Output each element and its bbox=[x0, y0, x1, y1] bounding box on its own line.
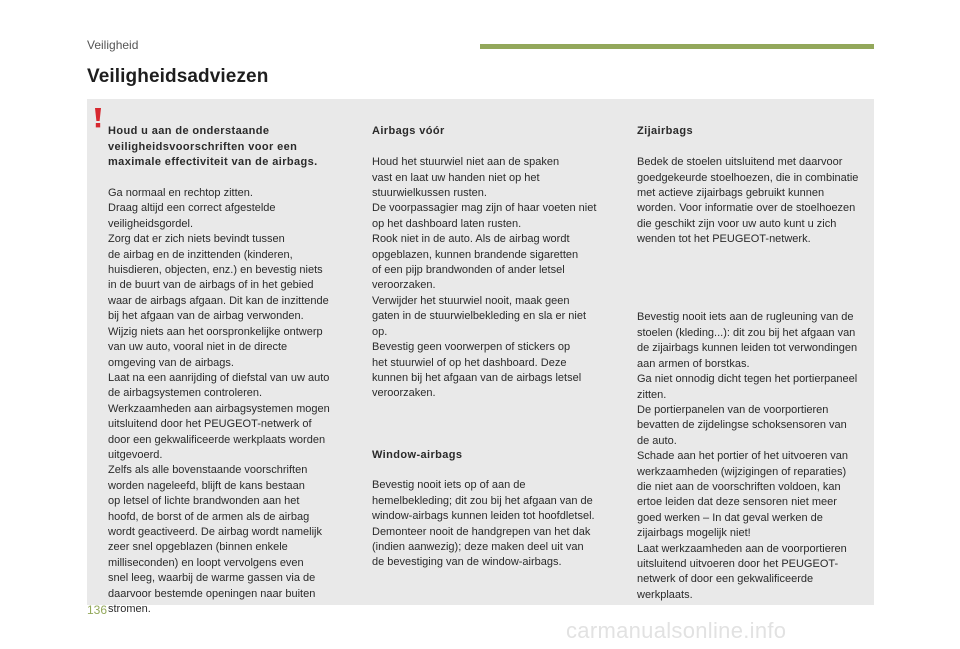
spacer bbox=[637, 263, 865, 295]
column-general-advice bbox=[108, 109, 360, 633]
spacer bbox=[372, 417, 617, 432]
window-airbags-text: Bevestig nooit iets op of aan de hemelbekleding; dit zou bij het afgaan van de window-airbags kunnen leiden tot hoofdletsel. Demonteer nooit de handgrepen van het dak (indien aanwezig); deze maken deel uit van de bevestiging van de window-airbags. bbox=[372, 479, 595, 569]
page-title: Veiligheidsadviezen bbox=[87, 66, 269, 87]
header-accent-bar bbox=[480, 44, 874, 49]
window-airbags-heading: Window-airbags bbox=[372, 448, 463, 461]
side-airbags-text-2: Bevestig nooit iets aan de rugleuning van de stoelen (kleding...): dit zou bij het afgaan van de zijairbags kunnen leiden tot verwondingen aan armen of borstkas. Ga niet onnodig dicht tegen het portierpaneel zitten. De portierpanelen van de voorportieren bevatten de zijdelingse schoksensoren van de auto. Schade aan het portier of het uitvoeren van werkzaamheden (wijzigingen of reparaties) die niet aan de voorschriften voldoen, kan ertoe leiden dat deze sensoren niet meer goed werken – In dat geval werken de zijairbags mogelijk niet! Laat werkzaamheden aan de voorportieren uitsluitend uitvoeren door het PEUGEOT- netwerk of door een gekwalificeerde werkplaats. bbox=[637, 311, 858, 601]
general-advice-heading: Houd u aan de onderstaande veiligheidsvoorschriften voor een maximale effectiviteit van de airbags. bbox=[108, 125, 318, 169]
exclamation-mark-icon bbox=[91, 108, 105, 128]
general-advice-text: Ga normaal en rechtop zitten. Draag altijd een correct afgestelde veiligheidsgordel. Zorg dat er zich niets bevindt tussen de airbag en de inzittenden (kinderen, huisdieren, objecten, enz.) en bevestig niets in de buurt van de airbags of in het gebied waar de airbags afgaan. Dit kan de inzittende bij het afgaan van de airbag verwonden. Wijzig niets aan het oorspronkelijke ontwerp van uw auto, vooral niet in de directe omgeving van de airbags. Laat na een aanrijding of diefstal van uw auto de airbagsystemen controleren. Werkzaamheden aan airbagsystemen mogen uitsluitend door het PEUGEOT-netwerk of door een gekwalificeerde werkplaats worden uitgevoerd. Zelfs als alle bovenstaande voorschriften worden nageleefd, blijft de kans bestaan op letsel of lichte brandwonden aan het hoofd, de borst of de armen als de airbag wordt geactiveerd. De airbag wordt namelijk zeer snel opgeblazen (binnen enkele milliseconden) en loopt vervolgens even snel leeg, waarbij de warme gassen via de daarvoor bestemde openingen naar buiten stromen. bbox=[108, 187, 330, 615]
side-airbags-text-1: Bedek de stoelen uitsluitend met daarvoor goedgekeurde stoelhoezen, die in combinatie met actieve zijairbags gebruikt kunnen worden. Voor informatie over de stoelhoezen die geschikt zijn voor uw auto kunt u zich wenden tot het PEUGEOT-netwerk. bbox=[637, 156, 859, 246]
side-airbags-heading: Zijairbags bbox=[637, 125, 693, 138]
column-side-airbags bbox=[637, 109, 865, 619]
watermark: carmanualsonline.info bbox=[566, 618, 787, 643]
page-number: 136 bbox=[87, 603, 108, 617]
column-front-airbags bbox=[372, 109, 617, 586]
front-airbags-text: Houd het stuurwiel niet aan de spaken vast en laat uw handen niet op het stuurwielkussen rusten. De voorpassagier mag zijn of haar voeten niet op het dashboard laten rusten. Rook niet in de auto. Als de airbag wordt opgeblazen, kunnen brandende sigaretten of een pijp brandwonden of ander letsel veroorzaken. Verwijder het stuurwiel nooit, maak geen gaten in de stuurwielbekleding en sla er niet op. Bevestig geen voorwerpen of stickers op het stuurwiel of op het dashboard. Deze kunnen bij het afgaan van de airbags letsel veroorzaken. bbox=[372, 156, 597, 400]
front-airbags-heading: Airbags vóór bbox=[372, 125, 445, 138]
section-label: Veiligheid bbox=[87, 38, 139, 52]
